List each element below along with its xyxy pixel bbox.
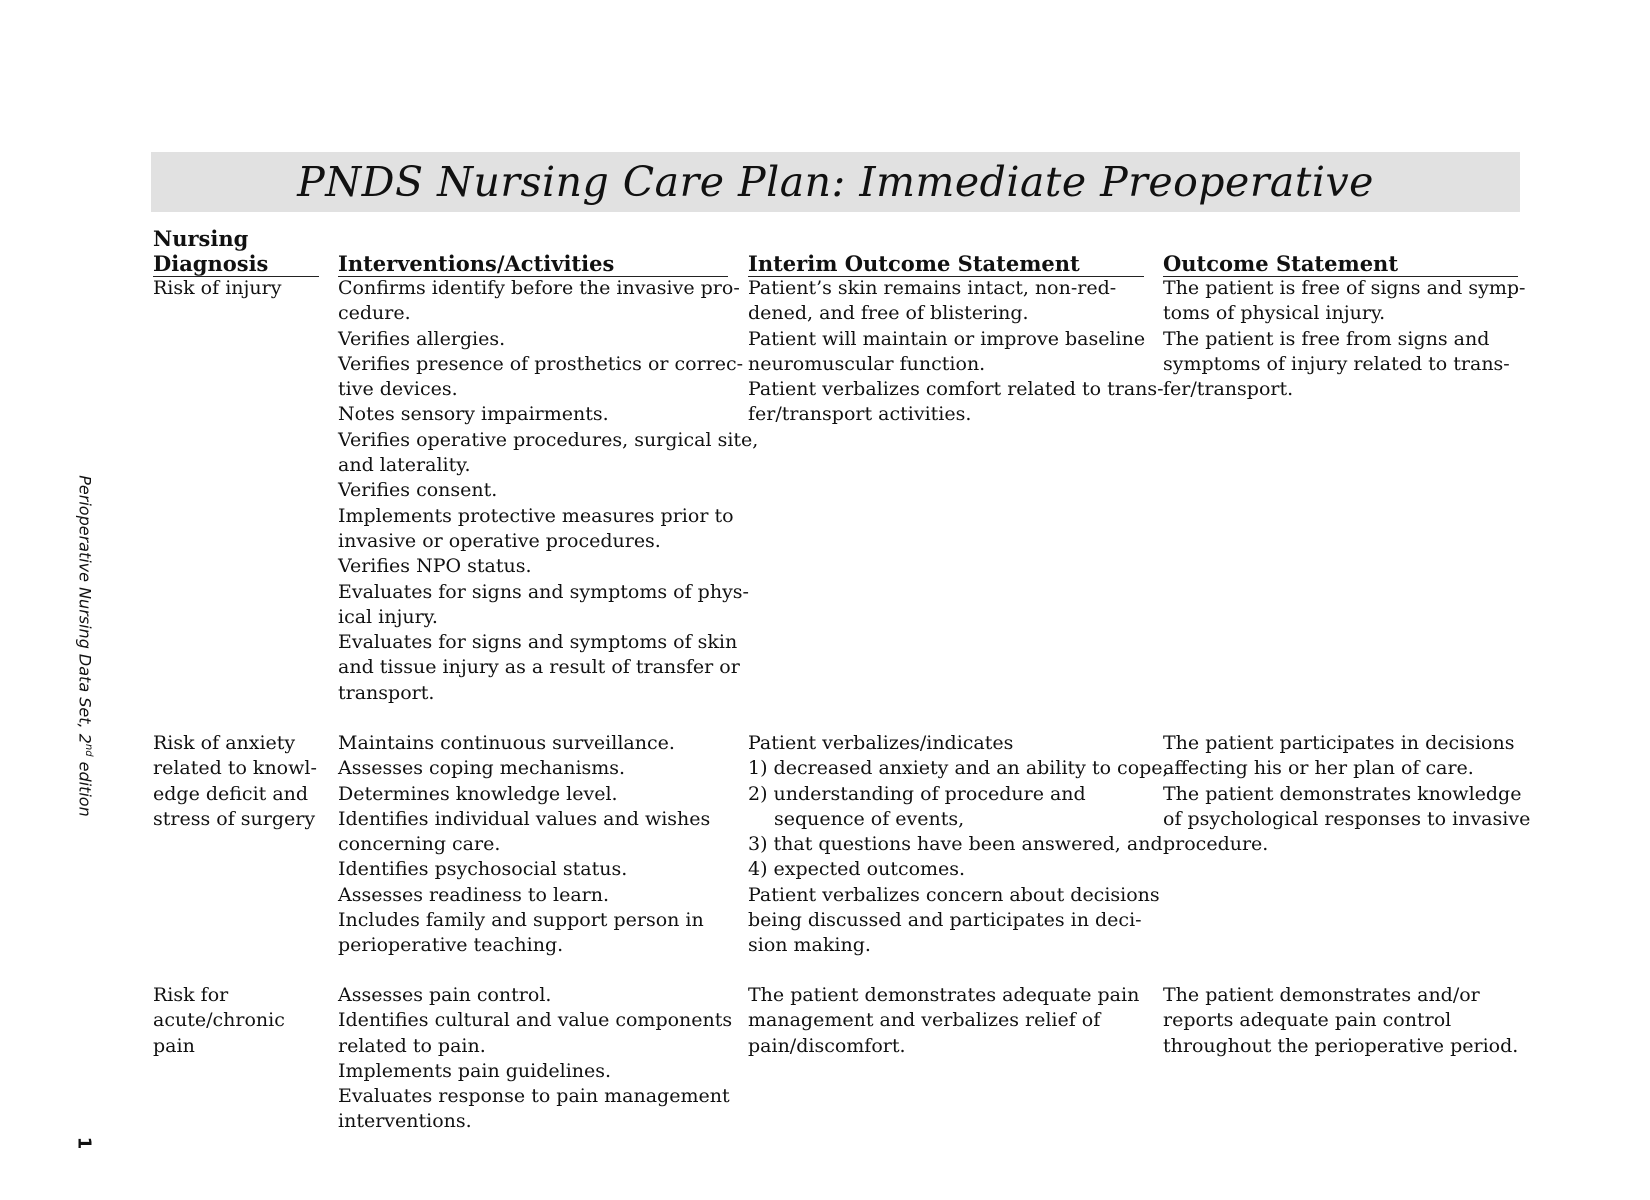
side-caption-main: Perioperative Nursing Data Set, 2 xyxy=(75,475,95,744)
text-line: Risk of injury xyxy=(153,277,282,299)
row-2-outcome xyxy=(1163,731,1530,857)
text-line: Patient verbalizes concern about decisions xyxy=(748,883,1160,906)
text-line: Includes family and support person in xyxy=(338,909,704,932)
header-interim xyxy=(748,222,1144,277)
text-line: fer/transport activities. xyxy=(748,403,972,426)
text-line: symptoms of injury related to trans- xyxy=(1163,352,1510,375)
text-line: The patient demonstrates knowledge xyxy=(1163,782,1522,805)
text-line: toms of physical injury. xyxy=(1163,302,1386,325)
text-line: and tissue injury as a result of transfer or xyxy=(338,656,740,679)
row-3-interventions xyxy=(338,983,732,1135)
header-outcome xyxy=(1163,222,1518,277)
text-line: being discussed and participates in deci- xyxy=(748,909,1142,932)
text-line: throughout the perioperative period. xyxy=(1163,1034,1519,1057)
row-3-diagnosis xyxy=(153,983,285,1059)
text-line: pain/discomfort. xyxy=(748,1034,906,1057)
text-line: Evaluates for signs and symptoms of phys- xyxy=(338,580,749,603)
text-line: 4) expected outcomes. xyxy=(748,858,966,881)
text-line: The patient demonstrates and/or xyxy=(1163,984,1480,1006)
text-line: Notes sensory impairments. xyxy=(338,403,609,426)
text-line: 2) understanding of procedure and xyxy=(748,782,1086,805)
text-line: related to knowl- xyxy=(153,757,317,780)
side-caption-end: edition xyxy=(75,756,95,817)
text-line: Patient will maintain or improve baseline xyxy=(748,327,1146,350)
text-line: Verifies allergies. xyxy=(338,327,506,350)
text-line: procedure. xyxy=(1163,833,1269,856)
text-line: Verifies presence of prosthetics or correc- xyxy=(338,352,744,375)
text-line: Verifies NPO status. xyxy=(338,555,532,578)
header-interim-label: Interim Outcome Statement xyxy=(748,251,1080,276)
side-caption-superscript: nd xyxy=(82,743,94,757)
page-title: PNDS Nursing Care Plan: Immediate Preoperative xyxy=(297,158,1374,206)
text-line: Identifies psychosocial status. xyxy=(338,858,628,881)
text-line: Verifies consent. xyxy=(338,479,498,502)
text-line: The patient participates in decisions xyxy=(1163,732,1515,754)
row-3-outcome xyxy=(1163,983,1518,1059)
text-line: The patient is free of signs and symp- xyxy=(1163,277,1526,299)
text-line: stress of surgery xyxy=(153,807,316,830)
row-2-interim xyxy=(748,731,1169,959)
text-line: Confirms identify before the invasive pro- xyxy=(338,277,740,299)
text-line: fer/transport. xyxy=(1163,378,1294,401)
row-1-interventions xyxy=(338,276,758,706)
text-line: 1) decreased anxiety and an ability to cope, xyxy=(748,757,1169,780)
header-diagnosis xyxy=(153,222,319,277)
text-line: Determines knowledge level. xyxy=(338,782,618,805)
text-line: tive devices. xyxy=(338,378,458,401)
text-line: The patient is free from signs and xyxy=(1163,327,1490,350)
text-line: Verifies operative procedures, surgical site, xyxy=(338,428,759,451)
row-3-interim xyxy=(748,983,1139,1059)
text-line: acute/chronic xyxy=(153,1009,285,1032)
text-line: related to pain. xyxy=(338,1034,486,1057)
header-diagnosis-line: Nursing xyxy=(153,226,249,251)
text-line: management and verbalizes relief of xyxy=(748,1009,1101,1032)
text-line: reports adequate pain control xyxy=(1163,1009,1452,1032)
header-outcome-label: Outcome Statement xyxy=(1163,251,1399,276)
text-line: concerning care. xyxy=(338,833,501,856)
text-line: Identifies individual values and wishes xyxy=(338,807,711,830)
text-line: pain xyxy=(153,1034,195,1057)
row-1-diagnosis xyxy=(153,276,281,301)
text-line: 3) that questions have been answered, and xyxy=(748,833,1163,856)
text-line: neuromuscular function. xyxy=(748,352,986,375)
header-interventions xyxy=(338,222,728,277)
text-line: invasive or operative procedures. xyxy=(338,529,661,552)
text-line: ical injury. xyxy=(338,605,438,628)
text-line: perioperative teaching. xyxy=(338,934,564,957)
row-2-interventions xyxy=(338,731,710,959)
text-line: transport. xyxy=(338,681,435,704)
text-line: cedure. xyxy=(338,302,411,325)
text-line: sequence of events, xyxy=(774,807,965,830)
text-line: and laterality. xyxy=(338,454,471,477)
text-line: dened, and free of blistering. xyxy=(748,302,1029,325)
text-line: Risk of anxiety xyxy=(153,732,296,754)
text-line: Patient’s skin remains intact, non-red- xyxy=(748,277,1117,299)
text-line: Patient verbalizes/indicates xyxy=(748,732,1014,754)
header-interventions-label: Interventions/Activities xyxy=(338,251,615,276)
row-2-diagnosis xyxy=(153,731,317,832)
text-line: interventions. xyxy=(338,1110,472,1133)
text-line: Patient verbalizes comfort related to trans- xyxy=(748,378,1164,401)
text-line: Assesses pain control. xyxy=(338,984,552,1006)
text-line: Identifies cultural and value components xyxy=(338,1009,733,1032)
text-line: sion making. xyxy=(748,934,871,957)
text-line: Assesses coping mechanisms. xyxy=(338,757,626,780)
header-diagnosis-line: Diagnosis xyxy=(153,251,269,276)
side-caption xyxy=(76,475,95,816)
text-line: The patient demonstrates adequate pain xyxy=(748,984,1140,1006)
text-line: Implements pain guidelines. xyxy=(338,1059,612,1082)
text-line: affecting his or her plan of care. xyxy=(1163,757,1474,780)
text-line: Evaluates response to pain management xyxy=(338,1085,730,1108)
text-line: Assesses readiness to learn. xyxy=(338,883,610,906)
text-line: Maintains continuous surveillance. xyxy=(338,732,675,754)
row-1-interim xyxy=(748,276,1164,428)
row-1-outcome xyxy=(1163,276,1525,402)
title-bar xyxy=(151,152,1520,212)
text-line: edge deficit and xyxy=(153,782,309,805)
text-line: Implements protective measures prior to xyxy=(338,504,734,527)
page-number: 1 xyxy=(73,1136,95,1150)
text-line: Risk for xyxy=(153,984,229,1006)
text-line: Evaluates for signs and symptoms of skin xyxy=(338,631,738,654)
text-line: of psychological responses to invasive xyxy=(1163,807,1531,830)
